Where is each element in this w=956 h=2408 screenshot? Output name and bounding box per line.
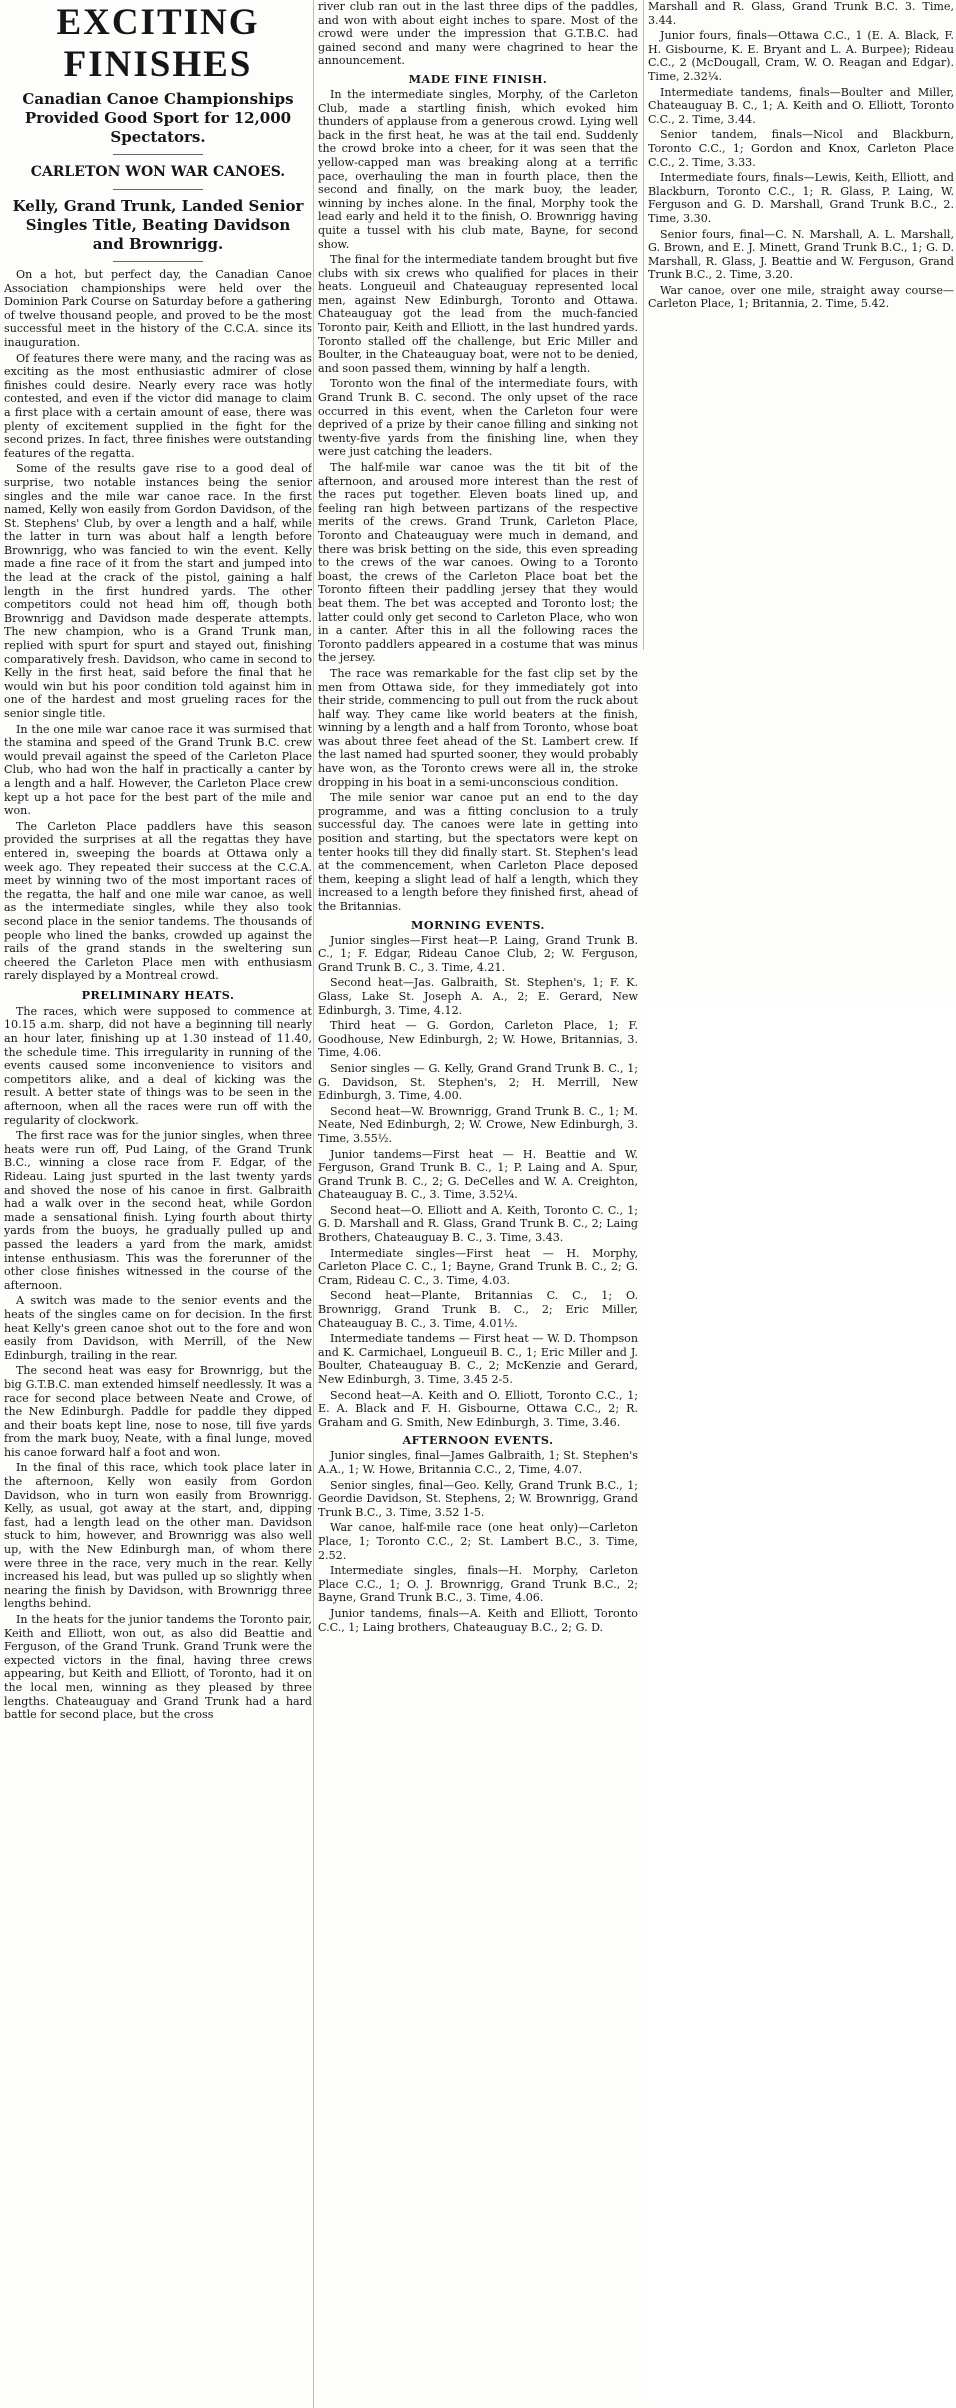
subhead-afternoon-events: AFTERNOON EVENTS. (402, 1433, 554, 1448)
column-rule-1 (313, 0, 314, 2408)
column-1 (4, 0, 312, 2408)
paragraph: The first race was for the junior singles, when three heats were run off, Pud Laing, of the Grand Trunk B.C., winning a close race from F. Edgar, of the Rideau. Laing just spurted in the last twenty yards and shoved the nose of his canoe in first. Galbraith had a walk over in the second heat, while Gordon made a sensational finish. Lying fourth about thirty yards from the buoys, he gradually pulled up and passed the leaders a yard from the mark, amidst intense enthusiasm. This was the forerunner of the other close finishes witnessed in the course of the afternoon. (4, 1129, 312, 1292)
column-3 (648, 0, 954, 1000)
result-item: Intermediate singles—First heat — H. Morphy, Carleton Place C. C., 1; Bayne, Grand Trunk B. C., 2; G. Cram, Rideau C. C., 3. Time, 4.03. (318, 1246, 638, 1287)
result-item: Senior tandem, finals—Nicol and Blackburn, Toronto C.C., 1; Gordon and Knox, Carleton Place C.C., 2. Time, 3.33. (648, 128, 954, 169)
paragraph: A switch was made to the senior events and the heats of the singles came on for decision. In the first heat Kelly's green canoe shot out to the fore and won easily from Davidson, with Merrill, of the New Edinburgh, trailing in the rear. (4, 1294, 312, 1362)
paragraph: The second heat was easy for Brownrigg, but the big G.T.B.C. man extended himself needlessly. It was a race for second place between Neate and Crowe, of the New Edinburgh. Paddle for paddle they dipped and their boats kept line, nose to nose, till five yards from the mark buoy, Neate, with a final lunge, moved his canoe forward half a foot and won. (4, 1364, 312, 1459)
paragraph: The race was remarkable for the fast clip set by the men from Ottawa side, for they immediately got into their stride, commencing to pull out from the ruck about half way. They came like world beaters at the finish, winning by a length and a half from Toronto, whose boat was about three feet ahead of the St. Lambert crew. If the last named had spurted sooner, they would probably have won, as the Toronto crews were all in, the stroke dropping in his boat in a semi-unconscious condition. (318, 666, 638, 789)
paragraph: river club ran out in the last three dips of the paddles, and won with about eight inches to spare. Most of the crowd were under the impression that G.T.B.C. had gained second and many were chagrined to hear the announcement. (318, 0, 638, 68)
subhead-morning-events: MORNING EVENTS. (411, 917, 545, 932)
result-item: Junior tandems, finals—A. Keith and Elliott, Toronto C.C., 1; Laing brothers, Chateauguay B.C., 2; G. D. (318, 1606, 638, 1634)
column-rule-2 (643, 0, 644, 650)
paragraph: Toronto won the final of the intermediate fours, with Grand Trunk B. C. second. The only upset of the race occurred in this event, when the Carleton four were deprived of a prize by their canoe filling and sinking not twenty-five yards from the finishing line, when they were just catching the leaders. (318, 377, 638, 459)
paragraph: In the intermediate singles, Morphy, of the Carleton Club, made a startling finish, which evoked him thunders of applause from a generous crowd. Lying well back in the first heat, he was at the tail end. Suddenly the crowd broke into a cheer, for it was seen that the yellow-capped man was breaking along at a terrific pace, overhauling the man in fourth place, then the second and finally, on the mark buoy, the leader, winning by inches alone. In the final, Morphy took the lead early and held it to the finish, O. Brownrigg having quite a tussel with his club mate, Bayne, for second show. (318, 87, 638, 251)
result-item: Intermediate tandems — First heat — W. D. Thompson and K. Carmichael, Longueuil B. C., 1; Eric Miller and J. Boulter, Chateauguay B. C., 2; McKenzie and Gerard, New Edinburgh, 3. Time, 3.45 2-5. (318, 1332, 638, 1386)
result-item: Junior singles, final—James Galbraith, 1; St. Stephen's A.A., 1; W. Howe, Britannia C.C., 2, Time, 4.07. (318, 1449, 638, 1476)
deck-1: Canadian Canoe Championships Provided Good Sport for 12,000 Spectators. (22, 90, 294, 146)
paragraph: On a hot, but perfect day, the Canadian Canoe Association championships were held over the Dominion Park Course on Saturday before a gathering of twelve thousand people, and proved to be the most successful meet in the history of the C.C.A. since its inauguration. (4, 268, 312, 349)
column-2 (318, 0, 638, 2408)
subhead-made-fine-finish: MADE FINE FINISH. (408, 71, 548, 86)
result-item: Intermediate tandems, finals—Boulter and Miller, Chateauguay B. C., 1; A. Keith and O. Elliott, Toronto C.C., 2. Time, 3.44. (648, 85, 954, 126)
deck-3: Kelly, Grand Trunk, Landed Senior Singles Title, Beating Davidson and Brownrigg. (12, 197, 304, 253)
result-item: Second heat—O. Elliott and A. Keith, Toronto C. C., 1; G. D. Marshall and R. Glass, Grand Trunk B. C., 2; Laing Brothers, Chateauguay B. C., 3. Time, 3.43. (318, 1203, 638, 1245)
paragraph: Some of the results gave rise to a good deal of surprise, two notable instances being the senior singles and the mile war canoe race. In the first named, Kelly won easily from Gordon Davidson, of the St. Stephens' Club, by over a length and a half, while the latter in turn was about half a length before Brownrigg, who was fancied to win the event. Kelly made a fine race of it from the start and jumped into the lead at the crack of the pistol, gaining a half length in the first hundred yards. The other competitors could not head him off, though both Brownrigg and Davidson made desperate attempts. The new champion, who is a Grand Trunk man, replied with spurt for spurt and stayed out, finishing comparatively fresh. Davidson, who came in second to Kelly in the first heat, said before the final that he would win but his poor condition told against him in one of the hardest and most grueling races for the senior single title. (4, 462, 312, 720)
divider (113, 154, 203, 155)
result-item: War canoe, over one mile, straight away course—Carleton Place, 1; Britannia, 2. Time, 5.42. (648, 283, 954, 311)
result-item: Junior fours, finals—Ottawa C.C., 1 (E. A. Black, F. H. Gisbourne, K. E. Bryant and L. A. Burpee); Rideau C.C., 2 (McDougall, Cram, W. O. Reagan and Edgar). Time, 2.32¼. (648, 29, 954, 83)
result-item: Intermediate fours, finals—Lewis, Keith, Elliott, and Blackburn, Toronto C.C., 1; R. Glass, P. Laing, W. Ferguson and G. D. Marshall, Grand Trunk B.C., 2. Time, 3.30. (648, 171, 954, 225)
result-item: Marshall and R. Glass, Grand Trunk B.C. 3. Time, 3.44. (648, 0, 954, 27)
result-item: Second heat—Plante, Britannias C. C., 1; O. Brownrigg, Grand Trunk B. C., 2; Eric Miller, Chateauguay B. C., 3. Time, 4.01½. (318, 1289, 638, 1330)
result-item: Junior tandems—First heat — H. Beattie and W. Ferguson, Grand Trunk B. C., 1; P. Laing and A. Spur, Grand Trunk B. C., 2; G. DeCelles and W. A. Creighton, Chateauguay B. C., 3. Time, 3.52¼. (318, 1147, 638, 1202)
paragraph: The races, which were supposed to commence at 10.15 a.m. sharp, did not have a beginning till nearly an hour later, finishing up at 1.30 instead of 11.40, the schedule time. This irregularity in running of the events caused some inconvenience to visitors and competitors alike, and a deal of kicking was the result. A better state of things was to be seen in the afternoon, when all the races were run off with the regularity of clockwork. (4, 1004, 312, 1127)
result-item: Second heat—W. Brownrigg, Grand Trunk B. C., 1; M. Neate, Ned Edinburgh, 2; W. Crowe, New Edinburgh, 3. Time, 3.55½. (318, 1104, 638, 1145)
result-item: Senior fours, final—C. N. Marshall, A. L. Marshall, G. Brown, and E. J. Minett, Grand Trunk B.C., 1; G. D. Marshall, R. Glass, J. Beattie and W. Ferguson, Grand Trunk B.C., 2. Time, 3.20. (648, 227, 954, 282)
paragraph: The mile senior war canoe put an end to the day programme, and was a fitting conclusion to a truly successful day. The canoes were late in getting into position and starting, but the spectators were kept on tenter hooks till they did finally start. St. Stephen's lead at the commencement, when Carleton Place deposed them, keeping a slight lead of half a length, which they increased to a length before they finished first, ahead of the Britannias. (318, 791, 638, 913)
divider (113, 261, 203, 262)
paragraph: In the heats for the junior tandems the Toronto pair, Keith and Elliott, won out, as also did Beattie and Ferguson, of the Grand Trunk. Grand Trunk were the expected victors in the final, having three crews appearing, but Keith and Elliott, of Toronto, had it on the local men, winning as they pleased by three lengths. Chateauguay and Grand Trunk had a hard battle for second place, but the cross (4, 1613, 312, 1722)
result-item: Senior singles — G. Kelly, Grand Grand Trunk B. C., 1; G. Davidson, St. Stephen's, 2; H. Merrill, New Edinburgh, 3. Time, 4.00. (318, 1061, 638, 1103)
subhead-preliminary-heats: PRELIMINARY HEATS. (81, 987, 235, 1002)
result-item: Third heat — G. Gordon, Carleton Place, 1; F. Goodhouse, New Edinburgh, 2; W. Howe, Britannias, 3. Time, 4.06. (318, 1019, 638, 1060)
paragraph: In the one mile war canoe race it was surmised that the stamina and speed of the Grand Trunk B.C. crew would prevail against the speed of the Carleton Place Club, who had won the half in practically a canter by a length and a half. However, the Carleton Place crew kept up a hot pace for the best part of the mile and won. (4, 722, 312, 818)
paragraph: The Carleton Place paddlers have this season provided the surprises at all the regattas they have entered in, sweeping the boards at Ottawa only a week ago. They repeated their success at the C.C.A. meet by winning two of the most important races of the regatta, the half and one mile war canoe, as well as the intermediate singles, while they also took second place in the senior tandems. The thousands of people who lined the banks, crowded up against the rails of the grand stands in the sweltering sun cheered the Carleton Place men with enthusiasm rarely displayed by a Montreal crowd. (4, 819, 312, 983)
paragraph: In the final of this race, which took place later in the afternoon, Kelly won easily from Gordon Davidson, who in turn won easily from Brownrigg. Kelly, as usual, got away at the start, and, dipping fast, had a length lead on the other man. Davidson stuck to him, however, and Brownrigg was also well up, with the New Edinburgh man, of whom there were three in the race, very much in the rear. Kelly increased his lead, but was pulled up so slightly when nearing the finish by Davidson, with Brownrigg three lengths behind. (4, 1461, 312, 1611)
result-item: Second heat—Jas. Galbraith, St. Stephen's, 1; F. K. Glass, Lake St. Joseph A. A., 2; E. Gerard, New Edinburgh, 3. Time, 4.12. (318, 976, 638, 1017)
headline: EXCITING FINISHES (56, 2, 260, 85)
divider (113, 189, 203, 190)
blank-area (648, 1002, 954, 2402)
result-item: Intermediate singles, finals—H. Morphy, Carleton Place C.C., 1; O. J. Brownrigg, Grand Trunk B.C., 2; Bayne, Grand Trunk B.C., 3. Time, 4.06. (318, 1564, 638, 1605)
paragraph: Of features there were many, and the racing was as exciting as the most enthusiastic admirer of close finishes could desire. Nearly every race was hotly contested, and even if the victor did manage to claim a first place with a certain amount of ease, there was plenty of excitement supplied in the fight for the second prizes. In fact, three finishes were outstanding features of the regatta. (4, 351, 312, 460)
result-item: Senior singles, final—Geo. Kelly, Grand Trunk B.C., 1; Geordie Davidson, St. Stephens, 2; W. Brownrigg, Grand Trunk B.C., 3. Time, 3.52 1-5. (318, 1478, 638, 1519)
result-item: War canoe, half-mile race (one heat only)—Carleton Place, 1; Toronto C.C., 2; St. Lambert B.C., 3. Time, 2.52. (318, 1521, 638, 1562)
paragraph: The half-mile war canoe was the tit bit of the afternoon, and aroused more interest than the rest of the races put together. Eleven boats lined up, and feeling ran high between partizans of the respective merits of the crews. Grand Trunk, Carleton Place, Toronto and Chateauguay were much in demand, and there was brisk betting on the side, this even spreading to the crews of the war canoes. Owing to a Toronto boast, the crews of the Carleton Place boat bet the Toronto fifteen their paddling jersey that they would beat them. The bet was accepted and Toronto lost; the latter could only get second to Carleton Place, who won in a canter. After this in all the following races the Toronto paddlers appeared in a costume that was minus the jersey. (318, 461, 638, 665)
result-item: Junior singles—First heat—P. Laing, Grand Trunk B. C., 1; F. Edgar, Rideau Canoe Club, 2; W. Ferguson, Grand Trunk B. C., 3. Time, 4.21. (318, 933, 638, 974)
deck-2: CARLETON WON WAR CANOES. (30, 164, 286, 180)
paragraph: The final for the intermediate tandem brought but five clubs with six crews who qualified for places in their heats. Longueuil and Chateauguay represented local men, against New Edinburgh, Toronto and Ottawa. Chateauguay got the lead from the much-fancied Toronto pair, Keith and Elliott, in the last hundred yards. Toronto stalled off the challenge, but Eric Miller and Boulter, in the Chateauguay boat, were not to be denied, and soon passed them, winning by half a length. (318, 253, 638, 375)
result-item: Second heat—A. Keith and O. Elliott, Toronto C.C., 1; E. A. Black and F. H. Gisbourne, Ottawa C.C., 2; R. Graham and G. Smith, New Edinburgh, 3. Time, 3.46. (318, 1388, 638, 1429)
